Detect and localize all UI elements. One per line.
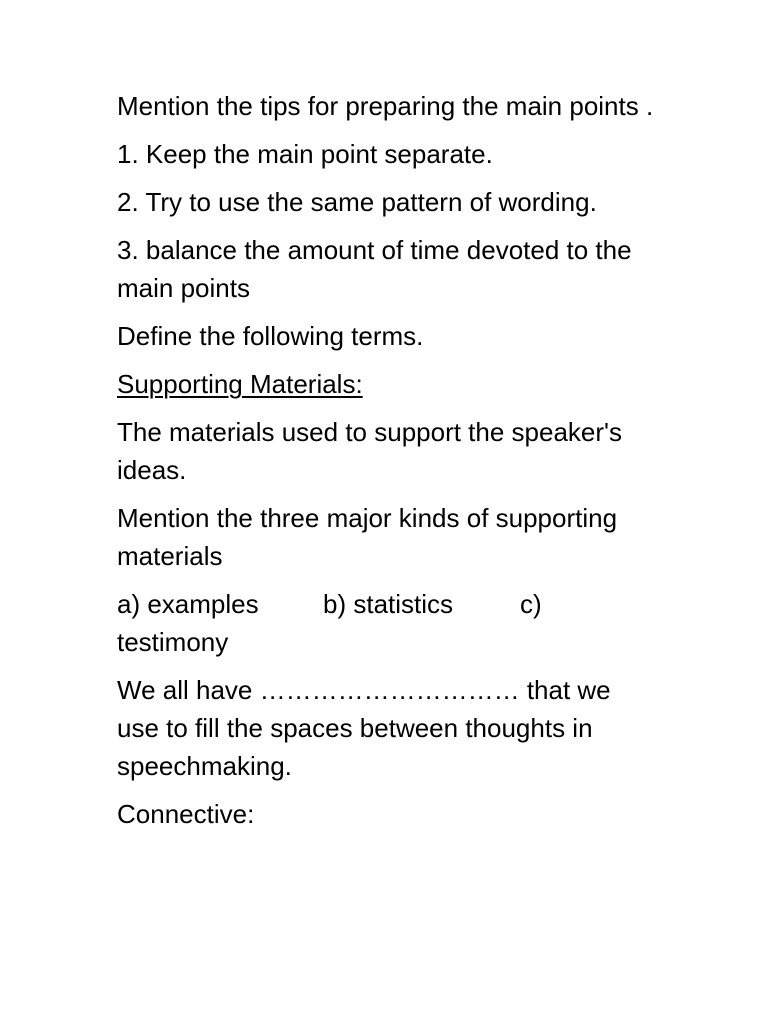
term-connective: Connective: — [117, 799, 255, 829]
question-tips: Mention the tips for preparing the main points . — [117, 91, 654, 121]
kind-option-c-continued: testimony — [117, 627, 229, 657]
kind-option-a: a) examples — [117, 589, 259, 619]
document-body — [117, 87, 657, 843]
tip-item: 3. balance the amount of time devoted to the main points — [117, 235, 632, 303]
fill-in-blank: We all have ………………………… that we use to fill the spaces between thoughts in speechmaking. — [117, 675, 611, 781]
definition-supporting-materials: The materials used to support the speaker's ideas. — [117, 417, 623, 485]
define-heading: Define the following terms. — [117, 321, 424, 351]
tip-item: 1. Keep the main point separate. — [117, 139, 493, 169]
question-kinds: Mention the three major kinds of supporting materials — [117, 503, 618, 571]
kinds-list — [117, 585, 657, 661]
term-label: Supporting Materials: — [117, 369, 363, 399]
tip-item: 2. Try to use the same pattern of wording. — [117, 187, 597, 217]
kind-option-c: c) — [520, 589, 542, 619]
kind-option-b: b) statistics — [323, 589, 454, 619]
term-supporting-materials — [117, 365, 657, 403]
